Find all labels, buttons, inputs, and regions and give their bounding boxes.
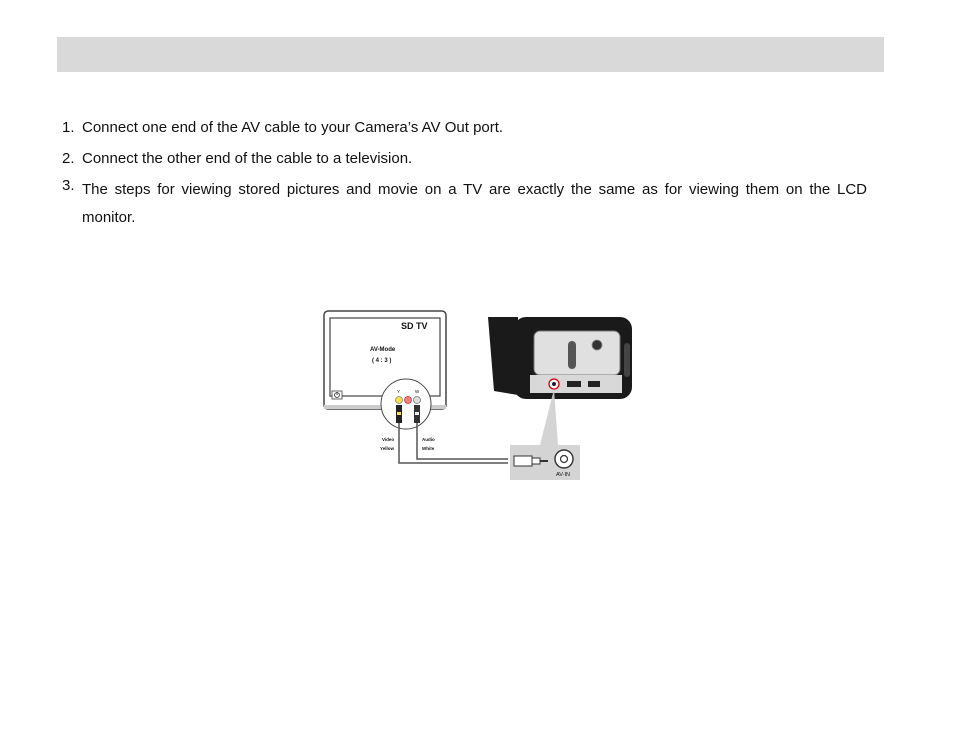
step-3	[62, 176, 867, 232]
step-text: Connect the other end of the cable to a television.	[82, 150, 413, 167]
tv-jack-panel	[381, 379, 431, 429]
video-label: Video	[382, 437, 395, 442]
av-cable	[399, 423, 508, 463]
av-in-jack-icon	[555, 450, 573, 468]
steps-list	[62, 118, 867, 244]
tv-label: SD TV	[401, 321, 428, 331]
video-color-label: Yellow	[380, 446, 395, 451]
jack-y-label: Y	[397, 389, 401, 394]
step-2	[62, 149, 867, 168]
audio-label: Audio	[422, 437, 435, 442]
step-number: 1.	[62, 119, 75, 136]
jack-w-label: W	[415, 389, 420, 394]
step-number: 3.	[62, 177, 75, 194]
header-bar	[57, 37, 884, 72]
tv-connection-diagram	[318, 305, 648, 487]
camcorder-illustration	[488, 317, 632, 399]
audio-r-jack-icon	[405, 397, 412, 404]
ratio-label: ( 4 : 3 )	[372, 358, 392, 364]
av-mode-label: AV-Mode	[370, 347, 396, 353]
step-text: Connect one end of the AV cable to your Camera’s AV Out port.	[82, 119, 504, 136]
video-jack-icon	[396, 397, 403, 404]
audio-color-label: White	[422, 446, 435, 451]
step-text: The steps for viewing stored pictures and movie on a TV are exactly the same as for viewing them on the LCD monitor.	[82, 181, 867, 226]
step-1	[62, 118, 867, 137]
step-number: 2.	[62, 150, 75, 167]
audio-l-jack-icon	[414, 397, 421, 404]
av-in-label: AV-IN	[556, 472, 570, 478]
